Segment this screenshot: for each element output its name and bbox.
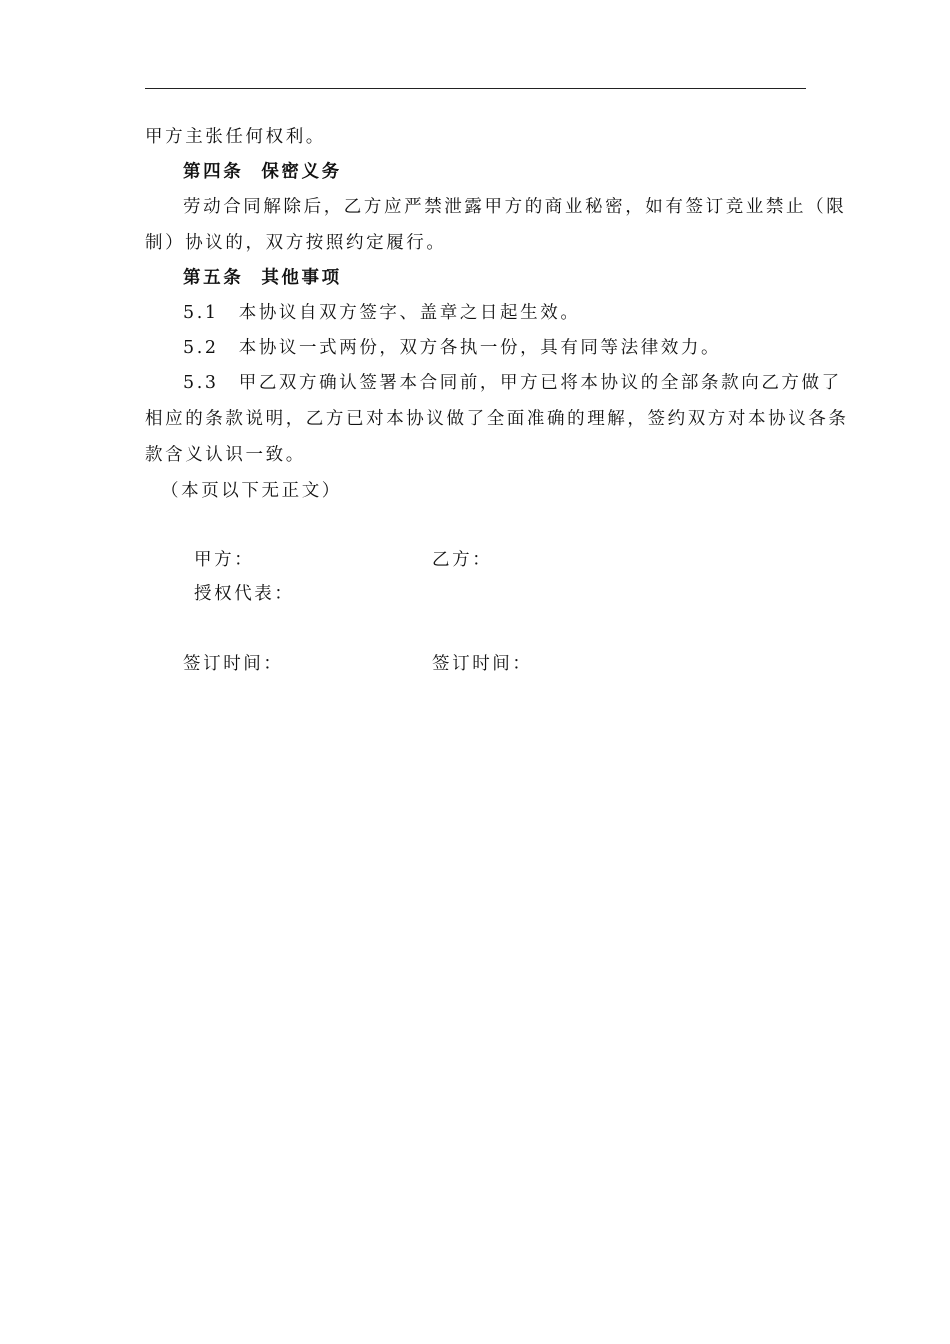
party-b-label: 乙方： (432, 550, 493, 570)
article-5-heading (183, 267, 342, 289)
article-4-paragraph-line-2: 制）协议的，双方按照约定履行。 (145, 233, 447, 253)
authorized-representative-label: 授权代表： (194, 584, 295, 604)
article-4-heading (183, 161, 342, 183)
continuation-text: 甲方主张任何权利。 (145, 127, 326, 147)
clause-5-3-line-3: 款含义认识一致。 (145, 445, 306, 465)
article-4-number: 第四条 (183, 162, 244, 182)
clause-5-3-line-1: 5.3 甲乙双方确认签署本合同前，甲方已将本协议的全部条款向乙方做了 (183, 373, 842, 393)
article-4-title: 保密义务 (261, 162, 342, 182)
header-rule (145, 88, 806, 89)
article-5-title: 其他事项 (261, 268, 342, 288)
party-b-signing-date-label: 签订时间： (432, 654, 533, 674)
party-a-signing-date-label: 签订时间： (183, 654, 284, 674)
end-of-text-note: （本页以下无正文） (161, 481, 342, 501)
party-a-label: 甲方： (194, 550, 255, 570)
clause-5-2: 5.2 本协议一式两份，双方各执一份，具有同等法律效力。 (183, 338, 722, 358)
clause-5-3-line-2: 相应的条款说明，乙方已对本协议做了全面准确的理解，签约双方对本协议各条 (145, 409, 849, 429)
clause-5-1: 5.1 本协议自双方签字、盖章之日起生效。 (183, 303, 581, 323)
article-5-number: 第五条 (183, 268, 244, 288)
article-4-paragraph-line-1: 劳动合同解除后，乙方应严禁泄露甲方的商业秘密，如有签订竞业禁止（限 (183, 197, 847, 217)
